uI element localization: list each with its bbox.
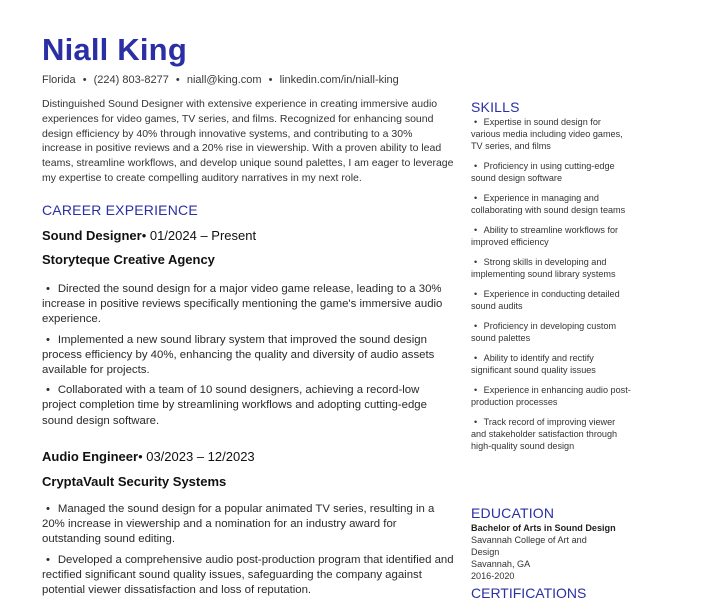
bullet-dot: • <box>474 417 478 427</box>
job-heading <box>42 449 255 464</box>
email-link[interactable]: niall@king.com <box>186 74 262 86</box>
job-bullet-content: Managed the sound design for a popular animated TV series, resulting in a 20% increase in viewership and a nomination for an industry award for outstanding sound editing. <box>42 503 435 546</box>
bullet-dot: • <box>474 193 478 203</box>
separator: • <box>82 74 87 86</box>
job-role: Audio Engineer <box>42 449 139 464</box>
job-dates: • 01/2024 – Present <box>141 228 257 243</box>
skill-text: Strong skills in developing and implementing sound library systems <box>471 257 616 279</box>
skill-item <box>471 352 631 376</box>
company-name: CryptaVault Security Systems <box>42 474 227 489</box>
skill-text: Ability to identify and rectify significant sound quality issues <box>471 353 596 375</box>
separator: • <box>175 74 180 86</box>
skill-text: Proficiency in developing custom sound palettes <box>471 321 617 343</box>
school-name-continued: Design <box>471 547 500 557</box>
skills-list <box>471 116 631 460</box>
skill-text: Experience in conducting detailed sound audits <box>471 289 620 311</box>
contact-line <box>42 74 399 86</box>
separator: • <box>268 74 273 86</box>
job-bullet <box>42 502 454 548</box>
school-location: Savannah, GA <box>471 559 531 569</box>
job-dates: • 03/2023 – 12/2023 <box>138 449 255 464</box>
education-block <box>471 522 641 582</box>
bullet-dot: • <box>474 353 478 363</box>
job-role: Sound Designer <box>42 228 142 243</box>
bullet-dot: • <box>46 553 50 566</box>
job-bullet <box>42 282 454 328</box>
job-bullet-content: Implemented a new sound library system that improved the sound design process efficiency by 40%, enhancing the quality and diversity of audio assets available for projects. <box>42 333 435 377</box>
skill-text: Expertise in sound design for various media including video games, TV series, and films <box>471 117 623 151</box>
skill-text: Ability to streamline workflows for improved efficiency <box>471 225 619 247</box>
job-bullet-text <box>42 334 434 376</box>
section-title-education: EDUCATION <box>471 505 555 521</box>
section-title-skills: SKILLS <box>471 99 520 115</box>
skill-item <box>471 320 631 344</box>
bullet-dot: • <box>46 333 50 346</box>
skill-item <box>471 288 631 312</box>
bullet-dot: • <box>474 289 478 299</box>
skill-item <box>471 192 631 216</box>
skill-item <box>471 256 631 280</box>
bullet-dot: • <box>46 384 50 397</box>
skill-item <box>471 384 631 408</box>
company-name: Storyteque Creative Agency <box>42 252 215 267</box>
bullet-dot: • <box>46 503 50 515</box>
bullet-dot: • <box>474 225 478 235</box>
bullet-dot: • <box>474 321 478 331</box>
school-name: Savannah College of Art and <box>471 535 587 545</box>
section-title-experience: CAREER EXPERIENCE <box>42 202 198 218</box>
job-bullet-text <box>42 554 454 596</box>
location-text: Florida <box>42 74 76 86</box>
job-bullet-text <box>42 503 434 545</box>
job-bullet <box>42 553 454 599</box>
summary-paragraph: Distinguished Sound Designer with extensive experience in creating immersive audio experiences for video games, TV series, and films. Recognized for enhancing sound design efficiency by 40% through innovative systems, and contributing to a 30% increase in positive reviews and a 20% rise in viewership. With a proven ability to lead teams, streamline workflows, and develop unique sound palettes, I am eager to leverage my expertise to create compelling auditory narratives in my next role. <box>42 98 454 184</box>
skill-item <box>471 160 631 184</box>
job-bullet-content: Collaborated with a team of 10 sound designers, achieving a record-low project completion time by streamlining workflows and adopting cutting-edge sound design software. <box>42 384 427 427</box>
skill-item <box>471 116 631 152</box>
job-bullet-content: Developed a comprehensive audio post-production program that identified and rectified significant sound quality issues, safeguarding the company against potential viewer dissatisfaction and loss of reputation. <box>42 553 454 597</box>
job-bullet <box>42 383 454 429</box>
skill-text: Track record of improving viewer and stakeholder satisfaction through high-quality sound design <box>471 417 618 451</box>
degree-title: Bachelor of Arts in Sound Design <box>471 523 616 533</box>
bullet-dot: • <box>474 257 478 267</box>
job-bullet-text <box>42 384 427 426</box>
education-years: 2016-2020 <box>471 571 515 581</box>
skill-text: Proficiency in using cutting-edge sound design software <box>471 161 615 183</box>
bullet-dot: • <box>474 161 478 171</box>
bullet-dot: • <box>474 117 478 127</box>
phone-text: (224) 803-8277 <box>93 74 169 86</box>
skill-text: Experience in managing and collaborating with sound design teams <box>471 193 626 215</box>
job-bullet-text <box>42 283 442 325</box>
job-heading <box>42 228 256 243</box>
job-bullet-content: Directed the sound design for a major video game release, leading to a 30% increase in positive reviews specifically mentioning the game's immersive audio experience. <box>42 283 443 326</box>
skill-item <box>471 416 631 452</box>
bullet-dot: • <box>46 283 50 295</box>
job-bullet-list <box>42 282 454 434</box>
skill-item <box>471 224 631 248</box>
section-title-certifications: CERTIFICATIONS <box>471 585 587 601</box>
skill-text: Experience in enhancing audio post-production processes <box>471 385 631 407</box>
job-bullet <box>42 333 454 379</box>
job-bullet-list <box>42 502 454 603</box>
bullet-dot: • <box>474 385 478 395</box>
linkedin-link[interactable]: linkedin.com/in/niall-king <box>279 74 399 86</box>
candidate-name: Niall King <box>42 32 187 67</box>
